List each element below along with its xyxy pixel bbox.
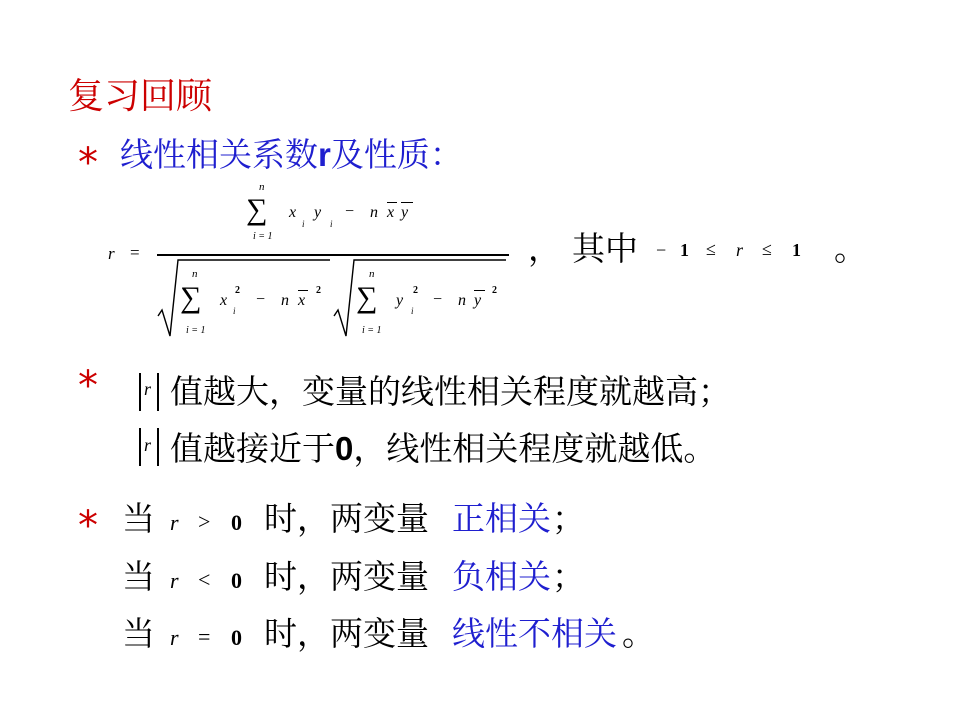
num-x: x (289, 204, 297, 221)
section1-r-symbol: r (318, 136, 331, 173)
section2-line2-zero: 0 (335, 430, 354, 467)
den2-sup: 2 (413, 285, 418, 296)
row2-mid: 时，两变量 (264, 557, 429, 596)
num-sub-i1: i (302, 219, 305, 229)
row2-zero: 0 (231, 568, 242, 593)
row2-highlight: 负相关 (452, 557, 551, 596)
range-r: r (736, 240, 744, 260)
den1-sum-sign: ∑ (180, 281, 202, 314)
section1-label-tail: 及性质： (330, 135, 463, 174)
row1-op: > (198, 509, 211, 534)
bullet-star-1: * (78, 140, 98, 186)
row2-end: ； (552, 557, 585, 596)
row1-highlight: 正相关 (452, 499, 551, 538)
row1-zero: 0 (231, 510, 242, 535)
num-ybar: y (401, 204, 409, 221)
range-one-a: 1 (680, 240, 689, 260)
row2-r: r (170, 568, 179, 593)
row2-dang: 当 (122, 557, 155, 596)
num-xbar: x (387, 204, 395, 221)
section2-line2 (170, 429, 717, 468)
row1-dang: 当 (122, 499, 155, 538)
num-minus: − (345, 203, 355, 220)
num-sum-upper: n (259, 181, 265, 193)
formula-eq: = (130, 243, 140, 262)
num-y: y (314, 204, 322, 221)
range-le2: ≤ (762, 239, 772, 259)
den1-xbar: x (298, 292, 306, 309)
den1-x: x (220, 292, 228, 309)
den2-sum-lower: i = 1 (362, 325, 382, 336)
row1-end: ； (552, 499, 585, 538)
section2-line1: 值越大，变量的线性相关程度就越高； (170, 372, 731, 411)
abs-r-1: r (144, 379, 152, 399)
den2-ybar-sup: 2 (492, 285, 497, 296)
den1-xbar-sup: 2 (316, 285, 321, 296)
den1-sub: i (233, 306, 236, 316)
abs-bar-right-1 (157, 373, 159, 411)
den1-xbar-bar (298, 290, 308, 291)
den2-ybar: y (474, 292, 482, 309)
formula-where: 其中 (572, 229, 638, 268)
num-sum-lower: i = 1 (253, 231, 273, 242)
row3-r: r (170, 625, 179, 650)
abs-bar-right-2 (157, 428, 159, 466)
abs-bar-left-2 (139, 428, 141, 466)
slide-title: 复习回顾 (68, 76, 213, 117)
den1-sup: 2 (235, 285, 240, 296)
den2-sum-sign: ∑ (356, 281, 378, 314)
range-le1: ≤ (706, 239, 716, 259)
formula-lhs-r: r (108, 244, 115, 263)
den2-y: y (396, 292, 404, 309)
row3-end: 。 (622, 614, 655, 653)
formula-comma: ， (528, 229, 561, 268)
section2-line2-a: 值越接近于 (170, 429, 335, 468)
row1-r: r (170, 510, 179, 535)
formula-period: 。 (834, 229, 867, 268)
den2-sum-upper: n (369, 268, 375, 280)
den1-sum-upper: n (192, 268, 198, 280)
bullet-star-2: * (78, 363, 98, 409)
num-sum-sign: ∑ (246, 193, 268, 226)
den1-n: n (281, 292, 289, 309)
abs-bar-left-1 (139, 373, 141, 411)
range-neg: − (656, 240, 667, 260)
row3-zero: 0 (231, 625, 242, 650)
row3-op: = (198, 624, 211, 649)
section1-label: 线性相关系数 (120, 135, 318, 174)
section2-line2-b: ，线性相关程度就越低。 (353, 429, 717, 468)
den2-ybar-bar (474, 290, 485, 291)
row1-mid: 时，两变量 (264, 499, 429, 538)
range-one-b: 1 (792, 240, 801, 260)
abs-r-2: r (144, 435, 152, 455)
row3-highlight: 线性不相关 (452, 614, 617, 653)
den2-sub: i (411, 306, 414, 316)
row3-dang: 当 (122, 614, 155, 653)
row2-op: < (198, 567, 211, 592)
den1-minus: − (256, 291, 266, 308)
den2-minus: − (433, 291, 443, 308)
num-n: n (370, 204, 378, 221)
den1-sum-lower: i = 1 (186, 325, 206, 336)
row3-mid: 时，两变量 (264, 614, 429, 653)
num-sub-i2: i (330, 219, 333, 229)
den2-n: n (458, 292, 466, 309)
bullet-star-3: * (78, 503, 98, 549)
